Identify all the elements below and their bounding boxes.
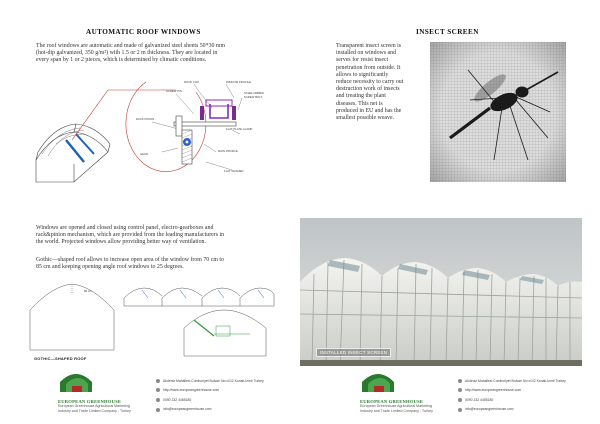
intro-line: (hot-dip galvanized, 350 g/m²) with 1.5 or 2 m thickness. They are located in — [36, 50, 218, 57]
multi-span-profile — [122, 284, 277, 308]
insect-line: serves for resist insect — [336, 57, 389, 64]
flat-plate — [174, 122, 236, 126]
location-icon — [458, 379, 462, 383]
email-link[interactable]: info@europeangreenhouse.com — [465, 407, 514, 412]
insect-line: Transparent insect screen is — [336, 43, 402, 49]
ops-line: Windows are opened and closed using control panel, electro-gearboxes and — [36, 225, 214, 231]
phone-icon — [156, 398, 160, 402]
phone-text: 0090 232 4455180 — [163, 397, 192, 402]
intro-line: every span by 1 or 2 pieces, which is determined by climatic conditions. — [36, 57, 207, 64]
address-row — [458, 376, 578, 386]
ops-line: the world. Projected windows allow providing better way of ventilation. — [36, 239, 206, 246]
insect-line: and treating the plant — [336, 93, 386, 100]
logo-sub-line: Industry and Trade Limited Company - Turkey — [360, 408, 433, 413]
address-text: Akdeniz Mahallesi Cumhuriyet Bulvarı No:x/1/2 Konak-Izmir Turkey — [163, 378, 264, 383]
footer-contacts-right — [458, 376, 578, 414]
insect-line: installed on windows and — [336, 50, 397, 57]
phone-icon — [458, 398, 462, 402]
gothic-roof-text — [36, 257, 276, 271]
intro-line: The roof windows are automatic and made of galvanized steel sheets 50*30 mm — [36, 43, 226, 49]
roof-windows-title: AUTOMATIC ROOF WINDOWS — [86, 28, 201, 36]
email-link[interactable]: info@europeangreenhouse.com — [163, 407, 212, 412]
website-row[interactable] — [156, 386, 276, 396]
gothic-caption: GOTHIC—SHAPED ROOF — [34, 356, 87, 361]
label-window-profile: WINDOW PROFILE — [226, 80, 252, 84]
label-roof-clip: ROOF CLIP — [184, 80, 200, 84]
mosquito-photo — [430, 42, 566, 182]
gothic-arch-drawing — [26, 280, 118, 354]
roof-windows-intro — [36, 43, 286, 65]
gothic-line: 85 cm and keeping opening angle roof windows to 25 degrees. — [36, 264, 184, 271]
label-rack-pinion: RACK PINION — [136, 117, 155, 121]
insect-line: diseases. This net is — [336, 100, 383, 107]
ops-line: rack&pinion mechanism, which are provided from the leading manufacturers in — [36, 232, 225, 239]
website-link[interactable]: http://www.europeangreenhouse.com — [465, 388, 522, 393]
location-icon — [156, 379, 160, 383]
insect-line: penetration from outside. It — [336, 64, 401, 71]
insect-line: reduce necessity to carry out — [336, 79, 404, 86]
insect-line: destruction work of insects — [336, 86, 400, 93]
arch-dimension: 85 cm — [84, 289, 92, 293]
footer-logo-left — [58, 372, 168, 413]
roof-window-highlight — [66, 140, 84, 162]
address-row — [156, 376, 276, 386]
insect-line: allows to significantly — [336, 71, 389, 78]
label-screw-bolt: SCREW BOLT — [244, 95, 263, 99]
greenhouse-photo — [300, 218, 582, 366]
mail-icon — [458, 408, 462, 412]
gothic-arch — [30, 284, 114, 310]
logo-icon — [360, 372, 400, 394]
phone-text: 0090 232 4455180 — [465, 397, 494, 402]
insect-line: produced in EU and has the — [336, 107, 402, 114]
label-screw-pin: SCREW PIN — [166, 89, 182, 93]
label-main-profile: MAIN PROFILE — [218, 149, 238, 153]
photo-caption: INSTALLED INSECT SCREEN — [316, 348, 391, 357]
email-row[interactable] — [458, 405, 578, 415]
mechanism-diagram — [136, 78, 275, 178]
logo-sub-line: Industry and Trade Limited Company - Turkey — [58, 408, 131, 413]
insect-screen-title: INSECT SCREEN — [416, 28, 479, 36]
roof-windows-operation — [36, 225, 268, 247]
screw-bolt — [200, 106, 204, 120]
logo-sub-line: European Greenhouse Agricultural Marketing — [58, 404, 130, 408]
phone-row — [458, 395, 578, 405]
galvanized-pipe — [182, 130, 192, 164]
label-gear: GEAR — [140, 152, 148, 156]
window-detail-drawing — [180, 306, 270, 360]
phone-row — [156, 395, 276, 405]
label-steel-ribbed: STEEL RIBBED — [244, 91, 264, 95]
label-flat-plate: FLAT PLATE CLAMP — [226, 127, 253, 131]
logo-name: EUROPEAN GREENHOUSE — [360, 399, 424, 404]
gothic-line: Gothic—shaped roof allows to increase open area of the window from 70 cm to — [36, 257, 224, 263]
website-row[interactable] — [458, 386, 578, 396]
globe-icon — [156, 388, 160, 392]
globe-icon — [458, 388, 462, 392]
logo-name: EUROPEAN GREENHOUSE — [58, 399, 122, 404]
logo-icon — [58, 372, 98, 394]
insect-line: smallest possible weave. — [336, 115, 395, 122]
address-text: Akdeniz Mahallesi Cumhuriyet Bulvarı No:x/1/2 Konak-Izmir Turkey — [465, 378, 566, 383]
footer-contacts-left — [156, 376, 276, 414]
insect-screen-text — [336, 43, 426, 122]
mail-icon — [156, 408, 160, 412]
email-row[interactable] — [156, 405, 276, 415]
footer-logo-right — [360, 372, 470, 413]
website-link[interactable]: http://www.europeangreenhouse.com — [163, 388, 220, 393]
logo-sub-line: European Greenhouse Agricultural Marketing — [360, 404, 432, 408]
label-flat-washer: FLAT WASHER — [224, 169, 244, 173]
